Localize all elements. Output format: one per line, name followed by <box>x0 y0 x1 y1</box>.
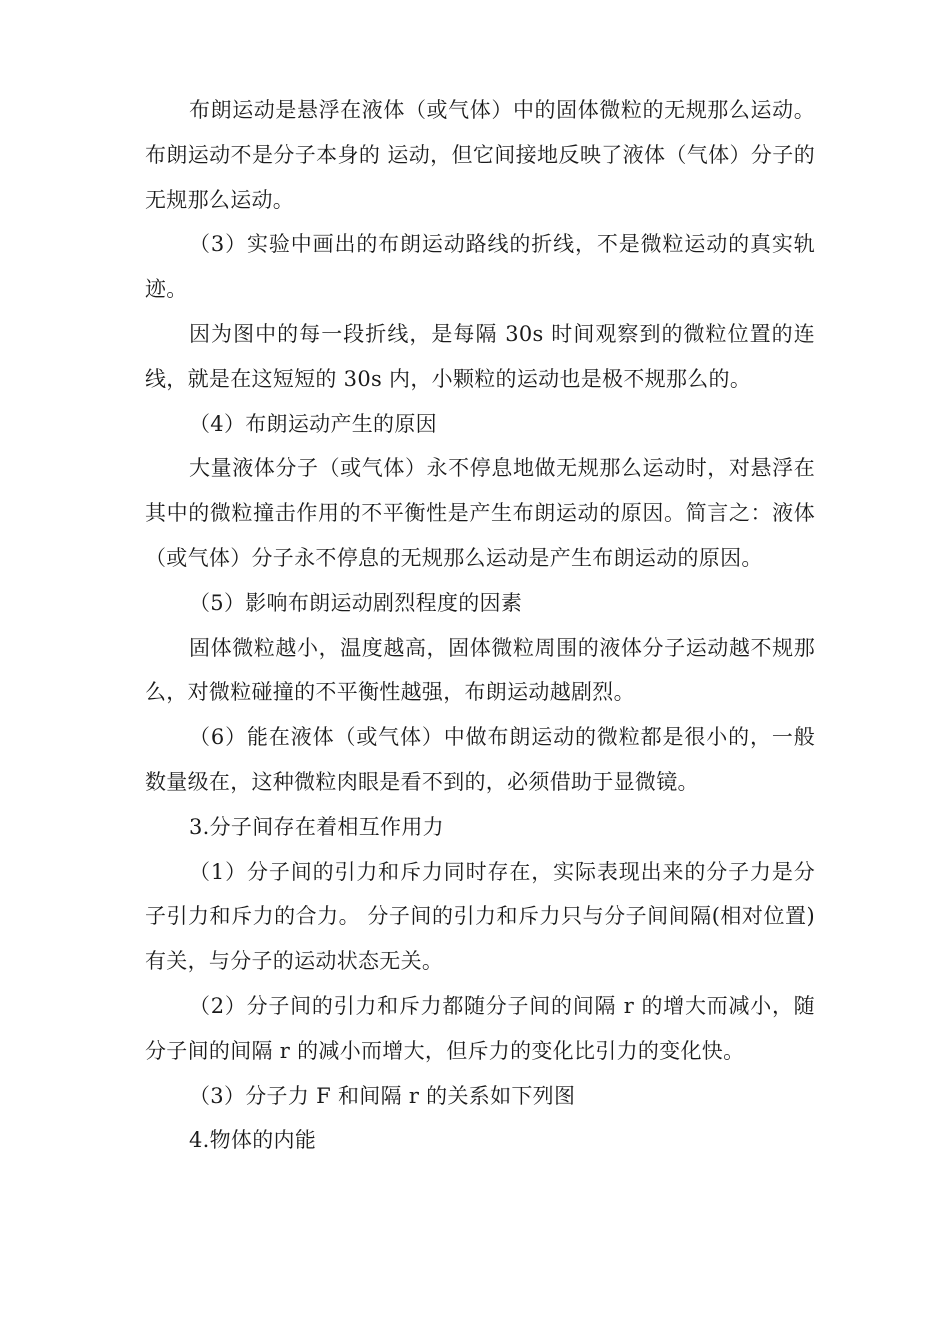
paragraph-point-6: （6）能在液体（或气体）中做布朗运动的微粒都是很小的，一般数量级在，这种微粒肉眼是看不到的，必须借助于显微镜。 <box>145 725 815 794</box>
document-body <box>145 88 815 1163</box>
paragraph-force-point-1: （1）分子间的引力和斥力同时存在，实际表现出来的分子力是分子引力和斥力的合力。 分子间的引力和斥力只与分子间间隔(相对位置)有关，与分子的运动状态无关。 <box>145 859 815 974</box>
paragraph-point-4-heading: （4）布朗运动产生的原因 <box>189 411 437 436</box>
paragraph-point-5-heading: （5）影响布朗运动剧烈程度的因素 <box>189 590 523 615</box>
section-heading-intermolecular-force: 3.分子间存在着相互作用力 <box>189 814 444 839</box>
paragraph-intensity-factors: 固体微粒越小，温度越高，固体微粒周围的液体分子运动越不规那么，对微粒碰撞的不平衡性越强，布朗运动越剧烈。 <box>145 635 815 705</box>
paragraph-point-3: （3）实验中画出的布朗运动路线的折线，不是微粒运动的真实轨迹。 <box>145 232 815 302</box>
section-heading-internal-energy: 4.物体的内能 <box>189 1128 317 1153</box>
paragraph-polyline-explanation: 因为图中的每一段折线，是每隔 30s 时间观察到的微粒位置的连线，就是在这短短的 30s 内，小颗粒的运动也是极不规那么的。 <box>145 321 815 391</box>
paragraph-force-point-3: （3）分子力 F 和间隔 r 的关系如下列图 <box>189 1083 576 1108</box>
paragraph-brownian-definition: 布朗运动是悬浮在液体（或气体）中的固体微粒的无规那么运动。布朗运动不是分子本身的 运动，但它间接地反映了液体（气体）分子的无规那么运动。 <box>145 98 815 212</box>
paragraph-force-point-2: （2）分子间的引力和斥力都随分子间的间隔 r 的增大而减小，随分子间的间隔 r 的减小而增大，但斥力的变化比引力的变化快。 <box>145 993 815 1063</box>
paragraph-brownian-cause: 大量液体分子（或气体）永不停息地做无规那么运动时，对悬浮在其中的微粒撞击作用的不平衡性是产生布朗运动的原因。简言之：液体（或气体）分子永不停息的无规那么运动是产生布朗运动的原因。 <box>145 456 815 570</box>
